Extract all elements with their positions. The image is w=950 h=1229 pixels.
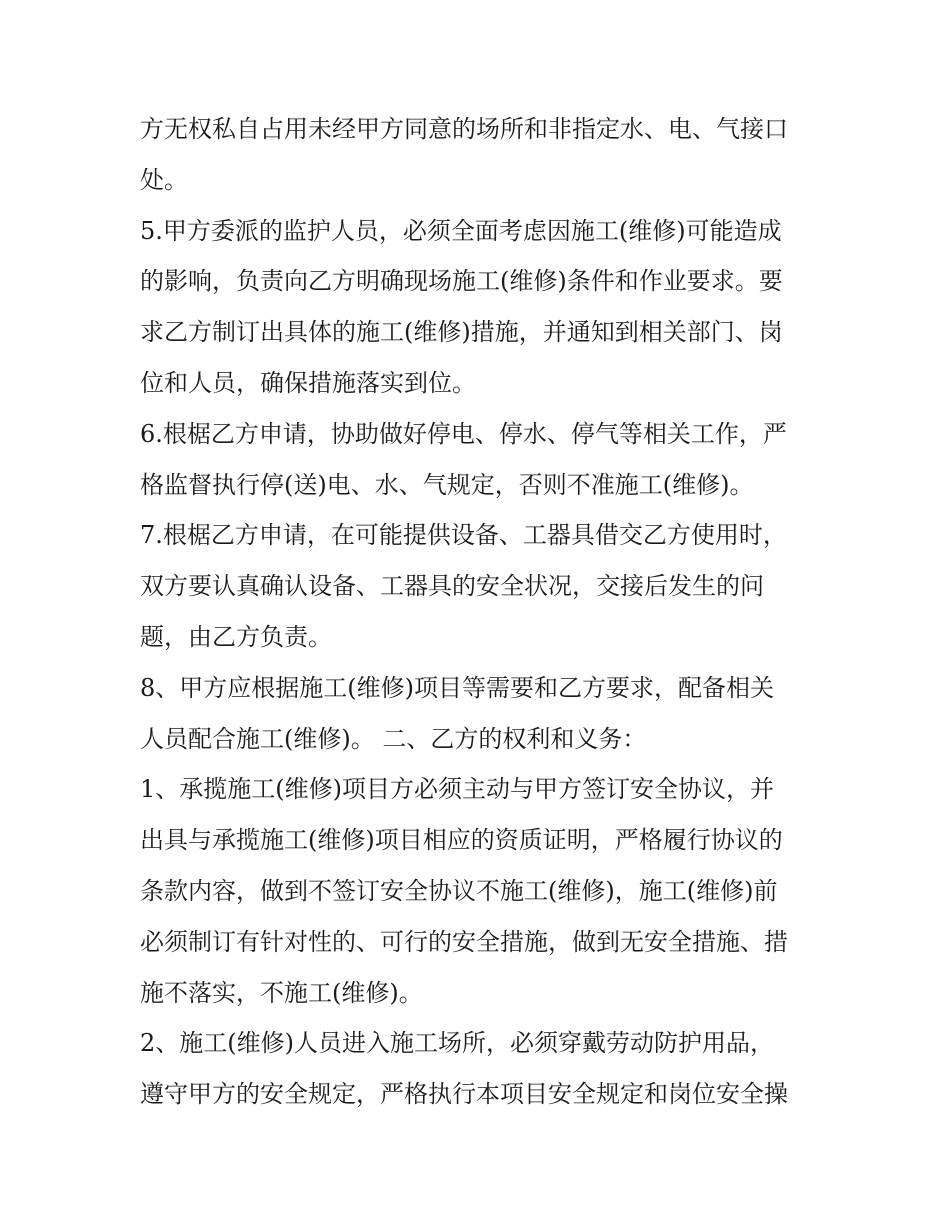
text-line: 格监督执行停(送)电、水、气规定，否则不准施工(维修)。 <box>140 470 754 499</box>
text-line: 8、甲方应根据施工(维修)项目等需要和乙方要求，配备相关 <box>140 673 774 702</box>
text-line: 必须制订有针对性的、可行的安全措施，做到无安全措施、措 <box>140 927 788 956</box>
text-line: 的影响，负责向乙方明确现场施工(维修)条件和作业要求。要 <box>140 267 783 296</box>
text-line: 5.甲方委派的监护人员，必须全面考虑因施工(维修)可能造成 <box>140 216 782 245</box>
text-line: 7.根椐乙方申请，在可能提供设备、工器具借交乙方使用时， <box>140 521 787 550</box>
text-line: 2、施工(维修)人员进入施工场所，必须穿戴劳动防护用品， <box>140 1029 774 1058</box>
text-line: 题，由乙方负责。 <box>140 622 332 651</box>
text-line: 6.根椐乙方申请，协助做好停电、停水、停气等相关工作，严 <box>140 419 787 448</box>
text-line: 处。 <box>140 165 188 194</box>
text-line: 1、承揽施工(维修)项目方必须主动与甲方签订安全协议，并 <box>140 775 774 804</box>
text-line: 出具与承揽施工(维修)项目相应的资质证明，严格履行协议的 <box>140 826 783 855</box>
text-line: 方无权私自占用未经甲方同意的场所和非指定水、电、气接口 <box>140 115 788 143</box>
text-line: 双方要认真确认设备、工器具的安全状况，交接后发生的问 <box>140 572 764 601</box>
text-line: 求乙方制订出具体的施工(维修)措施，并通知到相关部门、岗 <box>140 318 783 347</box>
text-line: 条款内容，做到不签订安全协议不施工(维修)，施工(维修)前 <box>140 876 778 905</box>
text-line: 位和人员，确保措施落实到位。 <box>140 368 476 397</box>
text-line: 遵守甲方的安全规定，严格执行本项目安全规定和岗位安全操 <box>140 1080 788 1109</box>
document-body <box>140 104 820 1120</box>
text-line: 人员配合施工(维修)。 二、乙方的权利和义务： <box>140 724 647 753</box>
text-line: 施不落实，不施工(维修)。 <box>140 978 423 1007</box>
